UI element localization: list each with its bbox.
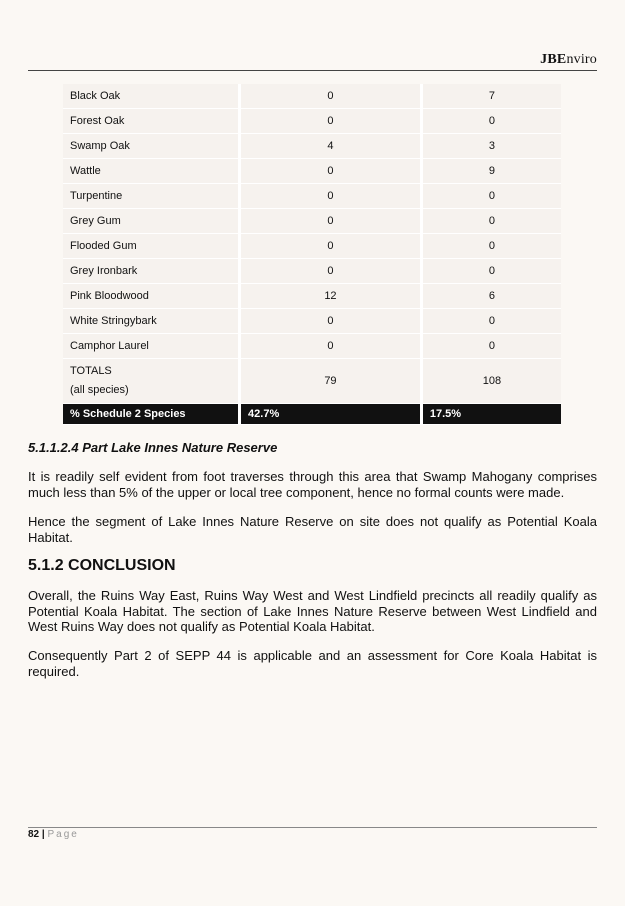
table-row xyxy=(63,209,561,234)
count-cell-1: 0 xyxy=(240,84,422,109)
table-row xyxy=(63,234,561,259)
schedule2-value-2: 17.5% xyxy=(421,404,561,425)
table-row xyxy=(63,84,561,109)
schedule2-value-1: 42.7% xyxy=(240,404,422,425)
table-row xyxy=(63,134,561,159)
paragraph-consequently: Consequently Part 2 of SEPP 44 is applicable and an assessment for Core Koala Habitat is required. xyxy=(28,648,597,679)
count-cell-1: 0 xyxy=(240,159,422,184)
species-name-cell: Wattle xyxy=(63,159,240,184)
count-cell-2: 0 xyxy=(421,184,561,209)
paragraph-overall: Overall, the Ruins Way East, Ruins Way West and West Lindfield precincts all readily qualify as Potential Koala Habitat. The section of Lake Innes Nature Reserve between West Lindfield and West Ruins Way does not qualify as Potential Koala Habitat. xyxy=(28,588,597,634)
table-row xyxy=(63,334,561,359)
table-row xyxy=(63,309,561,334)
table-row xyxy=(63,284,561,309)
count-cell-1: 0 xyxy=(240,209,422,234)
count-cell-1: 0 xyxy=(240,234,422,259)
totals-label-line1: TOTALS xyxy=(70,365,112,377)
count-cell-2: 0 xyxy=(421,334,561,359)
paragraph-segment: Hence the segment of Lake Innes Nature Reserve on site does not qualify as Potential Koala Habitat. xyxy=(28,514,597,545)
species-count-table xyxy=(63,84,561,425)
logo-bold-text: JBE xyxy=(540,52,567,67)
count-cell-1: 0 xyxy=(240,259,422,284)
species-name-cell: Grey Gum xyxy=(63,209,240,234)
count-cell-1: 0 xyxy=(240,109,422,134)
count-cell-2: 0 xyxy=(421,209,561,234)
footer-divider xyxy=(28,827,597,828)
count-cell-2: 0 xyxy=(421,109,561,134)
species-name-cell: Flooded Gum xyxy=(63,234,240,259)
count-cell-2: 9 xyxy=(421,159,561,184)
paragraph-foot-traverse: It is readily self evident from foot traverses through this area that Swamp Mahogany comprises much less than 5% of the upper or local tree component, hence no formal counts were made. xyxy=(28,469,597,500)
totals-row xyxy=(63,359,561,404)
count-cell-1: 0 xyxy=(240,184,422,209)
count-cell-1: 0 xyxy=(240,334,422,359)
species-name-cell: White Stringybark xyxy=(63,309,240,334)
count-cell-2: 3 xyxy=(421,134,561,159)
totals-value-1: 79 xyxy=(240,359,422,404)
header-divider xyxy=(28,70,597,71)
schedule2-label: % Schedule 2 Species xyxy=(63,404,240,425)
species-name-cell: Turpentine xyxy=(63,184,240,209)
species-table-body xyxy=(63,84,561,359)
count-cell-1: 12 xyxy=(240,284,422,309)
count-cell-2: 6 xyxy=(421,284,561,309)
table-row xyxy=(63,109,561,134)
count-cell-1: 4 xyxy=(240,134,422,159)
count-cell-1: 0 xyxy=(240,309,422,334)
totals-label xyxy=(63,359,240,404)
schedule2-row xyxy=(63,404,561,425)
species-name-cell: Black Oak xyxy=(63,84,240,109)
species-name-cell: Camphor Laurel xyxy=(63,334,240,359)
count-cell-2: 7 xyxy=(421,84,561,109)
page-footer xyxy=(28,829,79,840)
count-cell-2: 0 xyxy=(421,234,561,259)
species-name-cell: Forest Oak xyxy=(63,109,240,134)
totals-label-line2: (all species) xyxy=(70,384,129,396)
conclusion-heading: 5.1.2 CONCLUSION xyxy=(28,557,176,574)
page-number: 82 xyxy=(28,829,40,840)
footer-separator: | xyxy=(39,829,48,840)
table-row xyxy=(63,159,561,184)
totals-value-2: 108 xyxy=(421,359,561,404)
species-name-cell: Pink Bloodwood xyxy=(63,284,240,309)
species-name-cell: Grey Ironbark xyxy=(63,259,240,284)
page-label: Page xyxy=(47,829,79,840)
table-row xyxy=(63,184,561,209)
table-row xyxy=(63,259,561,284)
species-name-cell: Swamp Oak xyxy=(63,134,240,159)
company-logo xyxy=(540,52,597,68)
count-cell-2: 0 xyxy=(421,309,561,334)
section-subheading: 5.1.1.2.4 Part Lake Innes Nature Reserve xyxy=(28,440,278,455)
logo-light-text: nviro xyxy=(566,52,597,67)
count-cell-2: 0 xyxy=(421,259,561,284)
